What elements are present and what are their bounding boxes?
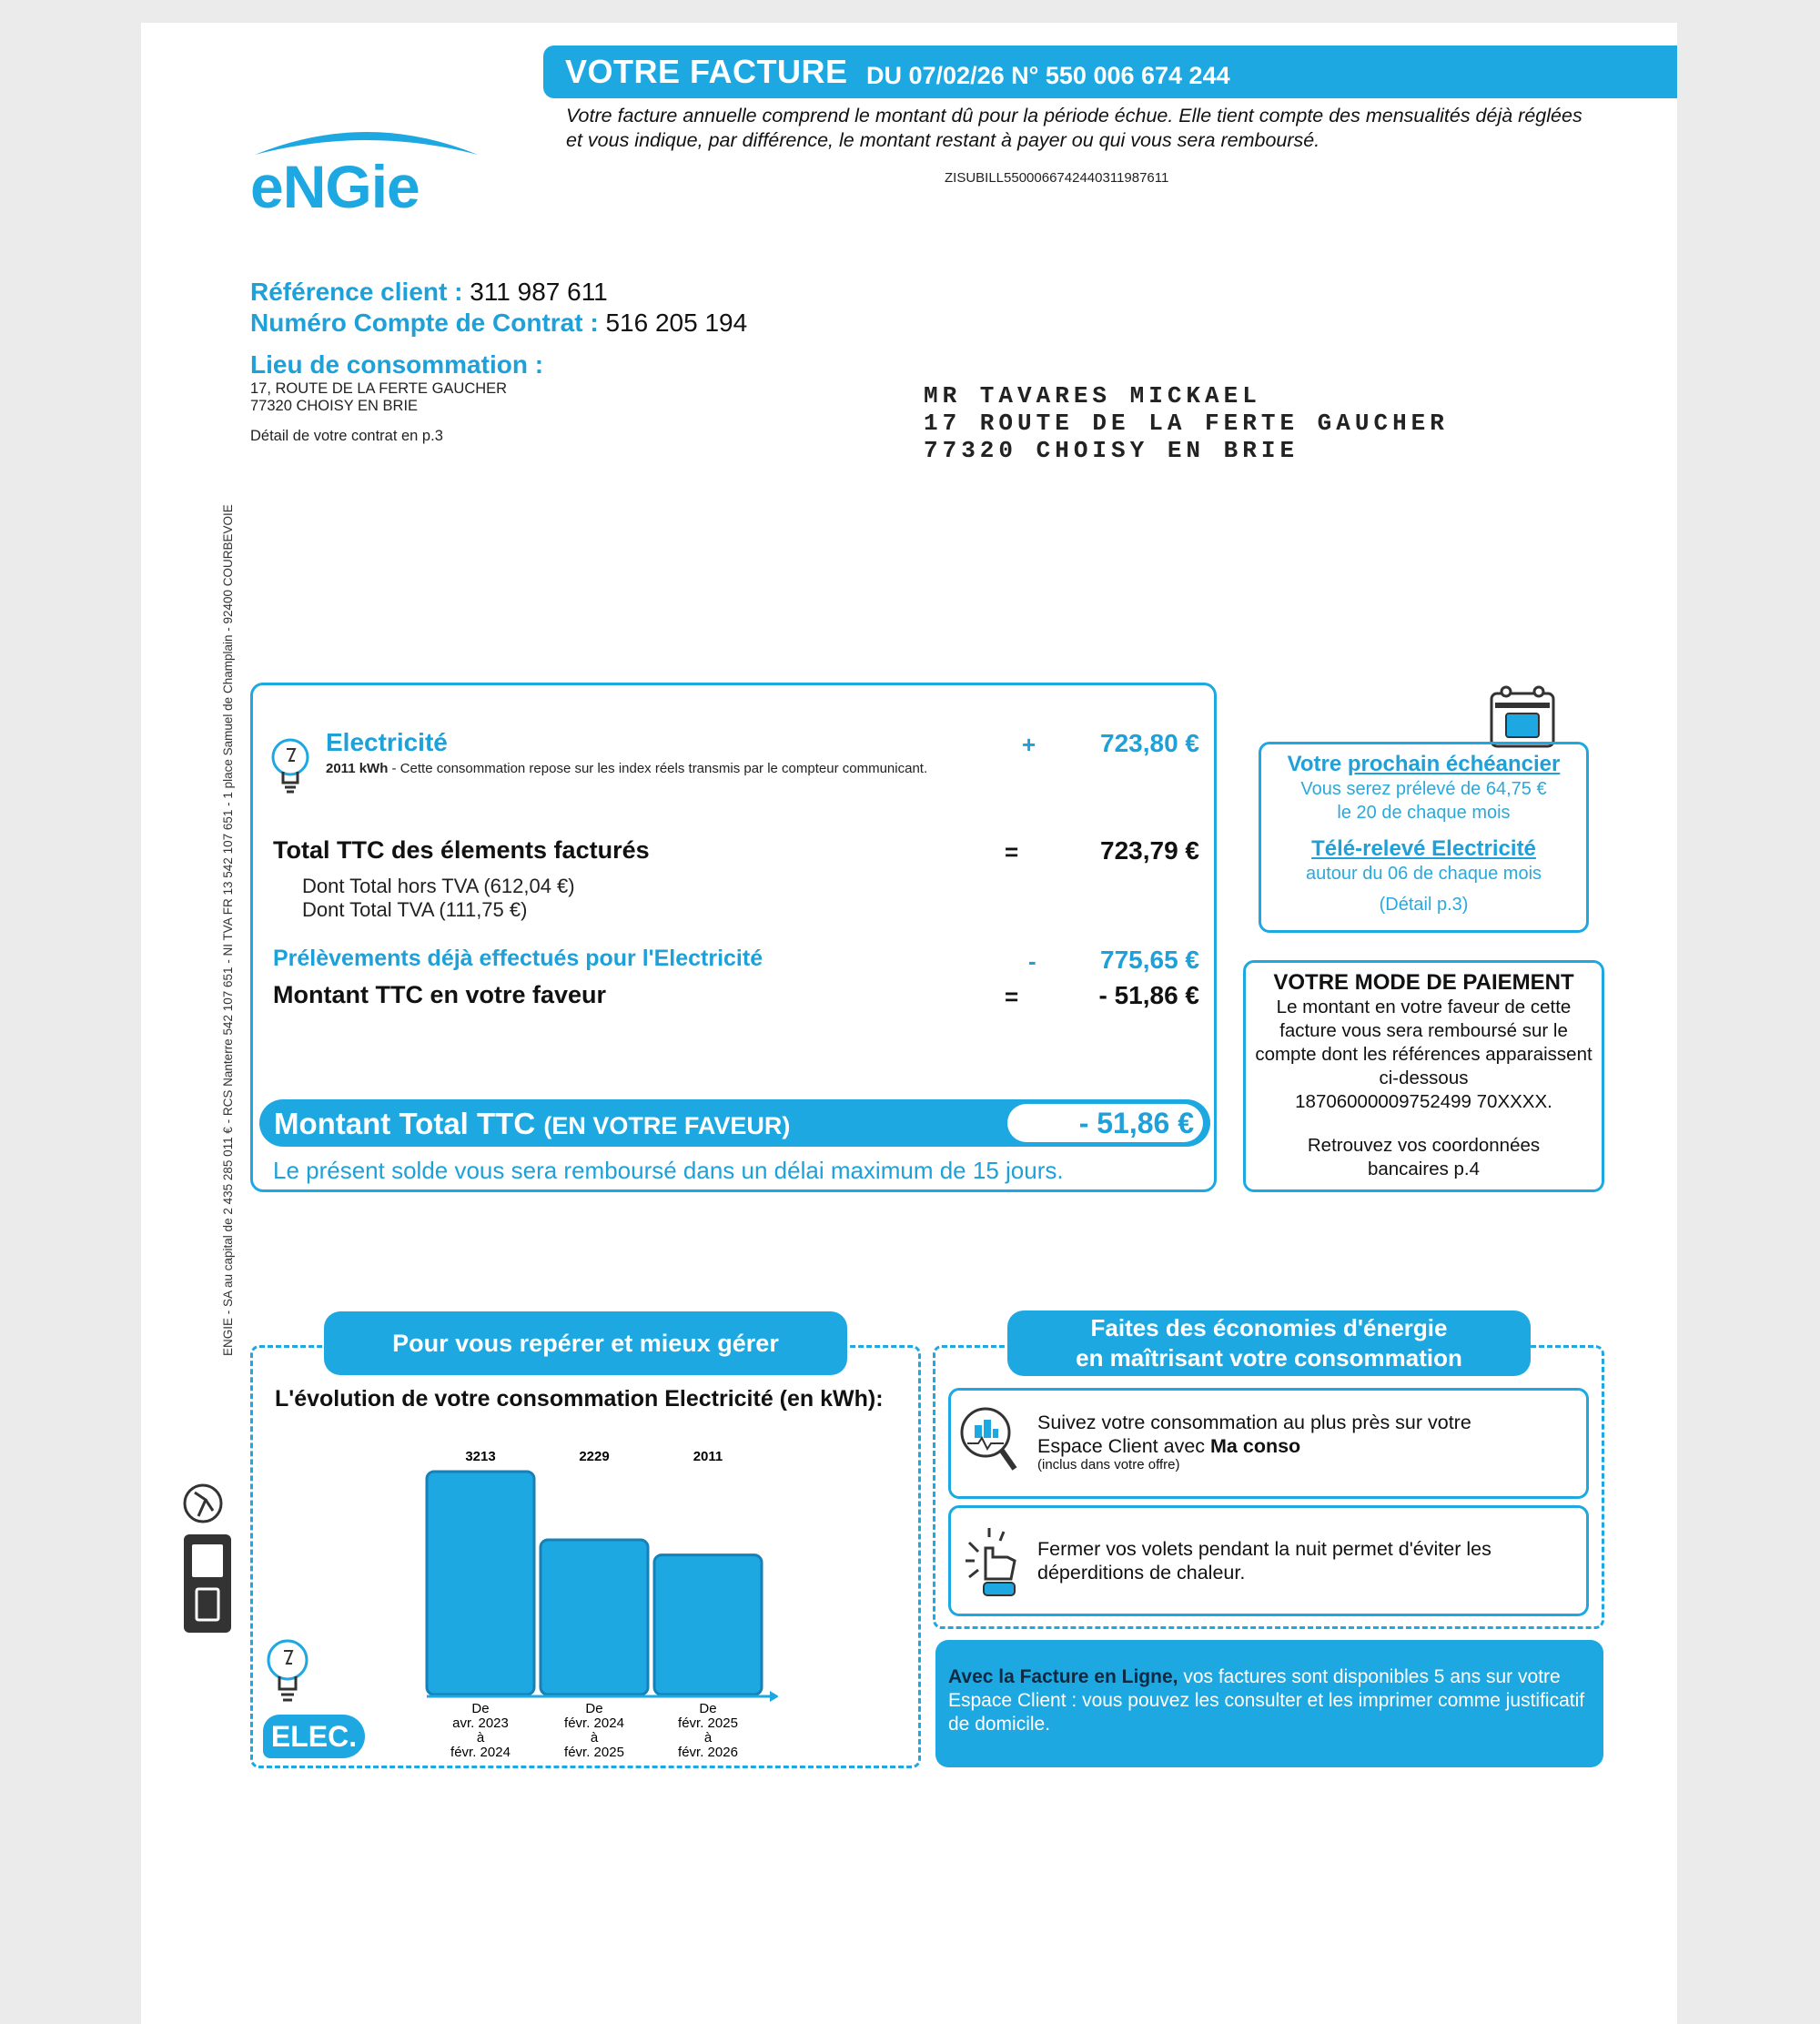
- chart-value-label: 2011: [693, 1449, 723, 1464]
- total-ttc-label: Total TTC des élements facturés: [273, 836, 650, 864]
- contract-number: [250, 309, 747, 338]
- chart-category-label: De: [585, 1701, 603, 1716]
- contract-value: 516 205 194: [605, 309, 748, 337]
- electricity-amount: 723,80 €: [1100, 729, 1199, 757]
- recipient-city: 77320 CHOISY EN BRIE: [924, 437, 1299, 464]
- schedule-link[interactable]: prochain échéancier: [1347, 752, 1561, 776]
- savings-panel-title: Faites des économies d'énergie en maîtrisant votre consommation: [1007, 1311, 1531, 1376]
- payment-bank-note: Retrouvez vos coordonnées bancaires p.4: [1307, 1135, 1541, 1179]
- barcode-text: ZISUBILL5500066742440311987611: [945, 170, 1169, 186]
- prelevements-label: Prélèvements déjà effectués pour l'Electricité: [273, 946, 763, 971]
- payment-account: 18706000009752499 70XXXX.: [1295, 1091, 1552, 1112]
- invoice-date-number: DU 07/02/26 N° 550 006 674 244: [866, 62, 1230, 89]
- payment-title: VOTRE MODE DE PAIEMENT: [1273, 970, 1574, 995]
- chart-bar: [427, 1472, 534, 1695]
- contract-detail-note: Détail de votre contrat en p.3: [250, 428, 443, 444]
- total-ttc-operator: =: [1005, 838, 1019, 865]
- consumption-chart: [414, 1429, 778, 1766]
- chart-category-label: à: [476, 1730, 485, 1746]
- chart-axis-arrow: [770, 1691, 778, 1702]
- schedule-amount-line: Vous serez prélevé de 64,75 €: [1300, 779, 1547, 799]
- grand-total-label: Montant Total TTC (EN VOTRE FAVEUR): [274, 1107, 791, 1140]
- total-ttc-amount: 723,79 €: [1100, 836, 1199, 865]
- payment-text: Le montant en votre faveur de cette facture vous sera remboursé sur le compte dont les références apparaissent ci-dessous: [1255, 997, 1592, 1088]
- favor-operator: =: [1005, 983, 1019, 1010]
- favor-amount-label: Montant TTC en votre faveur: [273, 981, 607, 1008]
- client-ref-label: Référence client :: [250, 278, 463, 306]
- engie-logo: [250, 118, 482, 218]
- lightbulb-icon: [262, 1636, 313, 1707]
- chart-category-label: févr. 2026: [678, 1745, 738, 1760]
- legal-mention: ENGIE - SA au capital de 2 435 285 011 € - RCS Nanterre 542 107 651 - NI TVA FR 13 542 107 651 - 1 place Samuel de Champlain - 92400 COURBEVOIE: [221, 504, 235, 1356]
- online-invoice-bold: Avec la Facture en Ligne,: [948, 1666, 1178, 1687]
- total-ht-label: Dont Total hors TVA (612,04 €): [302, 875, 575, 897]
- payment-mode-box: [1243, 960, 1604, 1192]
- schedule-detail: (Détail p.3): [1379, 895, 1469, 915]
- consumption-panel-title: Pour vous repérer et mieux gérer: [324, 1311, 847, 1375]
- schedule-box: [1259, 742, 1589, 933]
- invoice-intro: Votre facture annuelle comprend le montant dû pour la période échue. Elle tient compte des mensualités déjà réglées et vous indique, par différence, le montant restant à payer ou qui vous sera remboursé.: [566, 105, 1582, 151]
- chart-category-label: févr. 2024: [450, 1745, 511, 1760]
- tip-volets-text: Fermer vos volets pendant la nuit permet d'éviter les déperditions de chaleur.: [1037, 1538, 1491, 1584]
- chart-category-label: à: [703, 1730, 713, 1746]
- electricity-note: 2011 kWh - Cette consommation repose sur les index réels transmis par le compteur communicant.: [326, 761, 928, 776]
- grand-total-amount: - 51,86 €: [1007, 1104, 1203, 1142]
- online-invoice-text: vos factures sont disponibles 5 ans sur votre Espace Client : vous pouvez les consulter et les imprimer comme justificatif de domicile.: [948, 1666, 1585, 1735]
- electricity-label: Electricité: [326, 728, 448, 756]
- chart-value-label: 2229: [579, 1449, 610, 1464]
- telereleve-link[interactable]: Télé-relevé Electricité: [1311, 836, 1536, 861]
- chart-category-label: De: [699, 1701, 717, 1716]
- tip-ma-conso: [948, 1388, 1589, 1499]
- calendar-icon: [1486, 683, 1559, 751]
- favor-amount: - 51,86 €: [1098, 981, 1199, 1009]
- magnifier-chart-icon: [956, 1403, 1020, 1476]
- schedule-day-line: le 20 de chaque mois: [1337, 803, 1511, 823]
- elec-badge: ELEC.: [263, 1715, 365, 1758]
- site-address-line2: 77320 CHOISY EN BRIE: [250, 398, 419, 414]
- chart-category-label: à: [590, 1730, 599, 1746]
- hand-pointing-icon: [958, 1524, 1026, 1601]
- chart-category-label: févr. 2024: [564, 1715, 624, 1731]
- invoice-title: VOTRE FACTURE: [565, 53, 848, 90]
- telereleve-line: autour du 06 de chaque mois: [1305, 864, 1542, 884]
- tip-volets: [948, 1505, 1589, 1616]
- invoice-title-bar: [543, 46, 1677, 98]
- consumption-site-label: Lieu de consommation :: [250, 350, 544, 379]
- client-ref-value: 311 987 611: [470, 278, 608, 306]
- recipient-name: MR TAVARES MICKAEL: [924, 382, 1261, 410]
- chart-bar: [654, 1555, 762, 1695]
- chart-bar: [541, 1540, 648, 1695]
- chart-category-label: févr. 2025: [564, 1745, 624, 1760]
- invoice-summary-box: [250, 683, 1217, 1192]
- chart-value-label: 3213: [465, 1449, 496, 1464]
- grand-total-bar: [259, 1099, 1210, 1147]
- client-reference: [250, 278, 608, 307]
- recycling-icons: [178, 1482, 231, 1636]
- site-address-line1: 17, ROUTE DE LA FERTE GAUCHER: [250, 380, 508, 397]
- online-invoice-banner: [935, 1640, 1603, 1767]
- chart-category-label: févr. 2025: [678, 1715, 738, 1731]
- chart-title: L'évolution de votre consommation Electricité (en kWh):: [275, 1386, 884, 1412]
- prelevements-amount: 775,65 €: [1100, 946, 1199, 974]
- recipient-address: [924, 382, 1449, 464]
- chart-category-label: De: [471, 1701, 490, 1716]
- lightbulb-icon: [268, 735, 313, 799]
- recipient-street: 17 ROUTE DE LA FERTE GAUCHER: [924, 410, 1449, 437]
- refund-note: Le présent solde vous sera remboursé dans un délai maximum de 15 jours.: [273, 1157, 1064, 1184]
- total-tva-label: Dont Total TVA (111,75 €): [302, 898, 528, 921]
- prelevements-operator: -: [1028, 947, 1036, 975]
- tip-ma-conso-text: Suivez votre consommation au plus près sur votre Espace Client avec Ma conso (inclus dans votre offre): [1037, 1412, 1471, 1472]
- electricity-operator: +: [1022, 731, 1036, 758]
- schedule-title: Votre prochain échéancier: [1287, 752, 1561, 776]
- engie-logo-text: eNGie: [250, 153, 420, 218]
- chart-category-label: avr. 2023: [452, 1715, 509, 1731]
- contract-label: Numéro Compte de Contrat :: [250, 309, 599, 337]
